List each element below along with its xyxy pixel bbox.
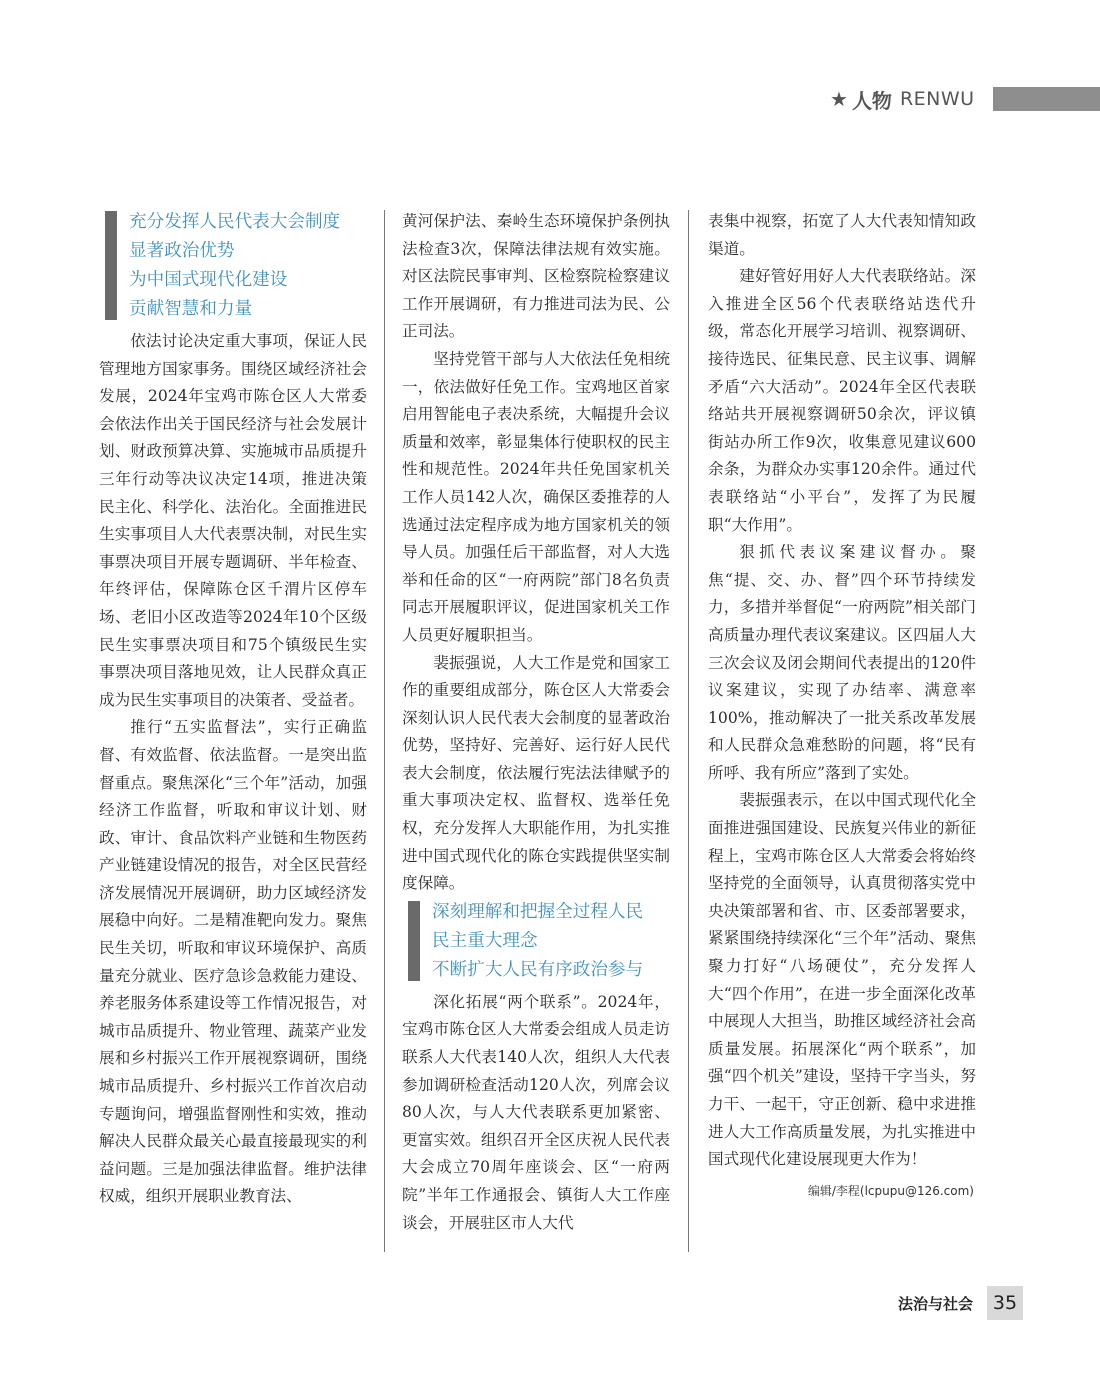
paragraph: 狠抓代表议案建议督办。聚焦“提、交、办、督”四个环节持续发力，多措并举督促“一府两院”相关部门高质量办理代表议案建议。区四届人大三次会议及闭会期间代表提出的120件议案建议，实现了办结率、满意率100%，推动解决了一批关系改革发展和人民群众急难愁盼的问题，将“民有所呼、我有所应”落到了实处。 xyxy=(708,543,976,782)
column-3 xyxy=(708,208,976,1205)
column-1 xyxy=(99,208,367,1211)
paragraph: 黄河保护法、秦岭生态环境保护条例执法检查3次，保障法律法规有效实施。对区法院民事审判、区检察院检察建议工作开展调研，有力推进司法为民、公正司法。 xyxy=(402,212,670,341)
column-2 xyxy=(402,208,670,1237)
subheading-line: 充分发挥人民代表大会制度 xyxy=(129,212,341,232)
subheading-line: 民主重大理念 xyxy=(432,930,538,951)
subheading-line: 显著政治优势 xyxy=(129,241,235,261)
paragraph: 建好管好用好人大代表联络站。深入推进全区56个代表联络站迭代升级，常态化开展学习培训、视察调研、接待选民、征集民意、民主议事、调解矛盾“六大活动”。2024年全区代表联络站共开展视察调研50余次，评议镇街站办所工作9次，收集意见建议600余条，为群众办实事120余件。通过代表联络站“小平台”，发挥了为民履职“大作用”。 xyxy=(708,267,976,534)
page-footer xyxy=(898,1286,1023,1320)
subheading-2 xyxy=(402,898,670,985)
column-divider xyxy=(688,210,689,1252)
paragraph: 裴振强说，人大工作是党和国家工作的重要组成部分，陈仓区人大常委会深刻认识人民代表大会制度的显著政治优势，坚持好、完善好、运行好人民代表大会制度，依法履行宪法法律赋予的重大事项决定权、监督权、选举任免权，充分发挥人大职能作用，为扎实推进中国式现代化的陈仓实践提供坚实制度保障。 xyxy=(402,653,670,893)
header-decor-bar xyxy=(993,87,1100,111)
subheading-line: 为中国式现代化建设 xyxy=(129,270,288,290)
star-icon: ★ xyxy=(830,87,848,111)
column-divider xyxy=(384,210,385,1252)
subheading-line: 深刻理解和把握全过程人民 xyxy=(432,901,644,922)
page-number: 35 xyxy=(987,1286,1023,1320)
section-title-en: RENWU xyxy=(899,88,975,110)
paragraph: 裴振强表示，在以中国式现代化全面推进强国建设、民族复兴伟业的新征程上，宝鸡市陈仓区人大常委会将始终坚持党的全面领导，认真贯彻落实党中央决策部署和省、市、区委部署要求，紧紧围绕持续深化“三个年”活动、聚焦聚力打好“八场硬仗”，充分发挥人大“四个作用”，在进一步全面深化改革中展现人大担当，助推区域经济社会高质量发展。拓展深化“两个联系”，加强“四个机关”建设，坚持干字当头，努力干、一起干，守正创新、稳中求进推进人大工作高质量发展，为扎实推进中国式现代化建设展现更大作为！ xyxy=(708,791,976,1169)
subheading-bar xyxy=(105,211,117,320)
magazine-name: 法治与社会 xyxy=(898,1294,974,1313)
subheading-line: 不断扩大人民有序政治参与 xyxy=(432,959,644,980)
paragraph: 推行“五实监督法”，实行正确监督、有效监督、依法监督。一是突出监督重点。聚焦深化“三个年”活动，加强经济工作监督，听取和审议计划、财政、审计、食品饮料产业链和生物医药产业链建设情况的报告，对全区民营经济发展情况开展调研，助力区域经济发展稳中向好。二是精准靶向发力。聚焦民生关切，听取和审议环境保护、高质量充分就业、医疗急诊急救能力建设、养老服务体系建设等工作情况报告，对城市品质提升、物业管理、蔬菜产业发展和乡村振兴工作开展视察调研，围绕城市品质提升、乡村振兴工作首次启动专题询问，增强监督刚性和实效，推动解决人民群众最关心最直接最现实的利益问题。三是加强法律监督。维护法律权威，组织开展职业教育法、 xyxy=(99,718,367,1206)
paragraph: 表集中视察，拓宽了人大代表知情知政渠道。 xyxy=(708,212,976,258)
subheading-1 xyxy=(99,208,367,324)
editor-credit: 编辑/李程(lcpupu@126.com) xyxy=(807,1183,974,1198)
section-header xyxy=(830,84,975,114)
paragraph: 坚持党管干部与人大依法任免相统一，依法做好任免工作。宝鸡地区首家启用智能电子表决系统，大幅提升会议质量和效率，彰显集体行使职权的民主性和规范性。2024年共任免国家机关工作人员142人次，确保区委推荐的人选通过法定程序成为地方国家机关的领导人员。加强任后干部监督，对人大选举和任命的区“一府两院”部门8名负责同志开展履职评议，促进国家机关工作人员更好履职担当。 xyxy=(402,349,670,644)
paragraph: 深化拓展“两个联系”。2024年，宝鸡市陈仓区人大常委会组成人员走访联系人大代表140人次，组织人大代表参加调研检查活动120人次，列席会议80人次，与人大代表联系更加紧密、更富实效。组织召开全区庆祝人民代表大会成立70周年座谈会、区“一府两院”半年工作通报会、镇街人大工作座谈会，开展驻区市人大代 xyxy=(402,992,670,1232)
paragraph: 依法讨论决定重大事项，保证人民管理地方国家事务。围绕区域经济社会发展，2024年宝鸡市陈仓区人大常委会依法作出关于国民经济与社会发展计划、财政预算决算、实施城市品质提升三年行动等决议决定14项，推进决策民主化、科学化、法治化。全面推进民生实事项目人大代表票决制，对民生实事票决项目开展专题调研、半年检查、年终评估，保障陈仓区千渭片区停车场、老旧小区改造等2024年10个区级民生实事票决项目和75个镇级民生实事票决项目落地见效，让人民群众真正成为民生实事项目的决策者、受益者。 xyxy=(99,332,367,709)
section-title-cn: 人物 xyxy=(851,88,892,113)
subheading-bar xyxy=(408,901,420,981)
subheading-line: 贡献智慧和力量 xyxy=(129,299,253,319)
